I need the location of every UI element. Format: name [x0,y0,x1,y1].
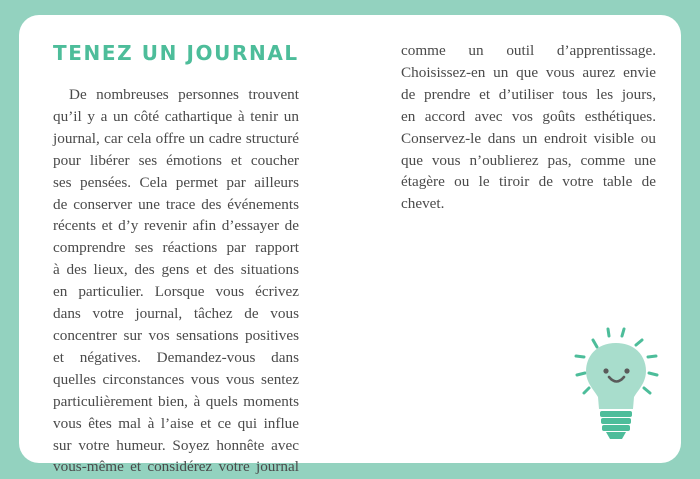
text-line: étagère ou le tiroir de votre table de [401,173,656,191]
text-line: et négatives. Demandez-vous dans [53,348,299,366]
page-title: TENEZ UN JOURNAL [53,41,299,65]
text-line: Choisissez-en un que vous aurez envie [401,63,656,81]
text-line: en particulier. Lorsque vous écrivez [53,283,299,301]
text-line: en accord avec vos goûts esthétiques. [401,107,656,125]
text-line: à des lieux, des gens et des situations [53,261,299,279]
text-line: chevet. [401,195,445,213]
text-line: de conserver une trace des événements [53,195,299,213]
text-line: dans votre journal, tâchez de vous [53,305,299,323]
text-line: vous-même et considérez votre journal [53,458,299,476]
smiling-lightbulb-icon [564,323,664,448]
right-column-text [401,40,656,215]
text-line: quelles circonstances vous vous sentez [53,370,299,388]
text-line: vous êtes mal à l’aise et ce qui influe [53,414,299,432]
text-line: comprendre ses réactions par rapport [53,239,299,257]
text-line: pour libérer ses émotions et coucher [53,151,299,169]
text-line: que vous n’oublierez pas, comme une [401,151,656,169]
left-column-text [53,84,299,478]
text-line: ses pensées. Cela permet par ailleurs [53,173,299,191]
text-line: particulièrement bien, à quels moments [53,392,299,410]
text-line: comme un outil d’apprentissage. [401,42,656,59]
text-line: De nombreuses personnes trouvent [69,86,299,103]
text-line: Conservez-le dans un endroit visible ou [401,129,656,147]
text-line: journal, car cela offre un cadre structuré [53,129,299,147]
text-line: de prendre et d’utiliser tous les jours, [401,85,656,103]
text-line: récents et d’y revenir afin d’essayer de [53,217,299,235]
text-line: sur votre humeur. Soyez honnête avec [53,436,299,454]
text-line: concentrer sur vos sensations positives [53,326,299,344]
journal-page [19,15,681,476]
text-line: qu’il y a un côté cathartique à tenir un [53,107,299,125]
